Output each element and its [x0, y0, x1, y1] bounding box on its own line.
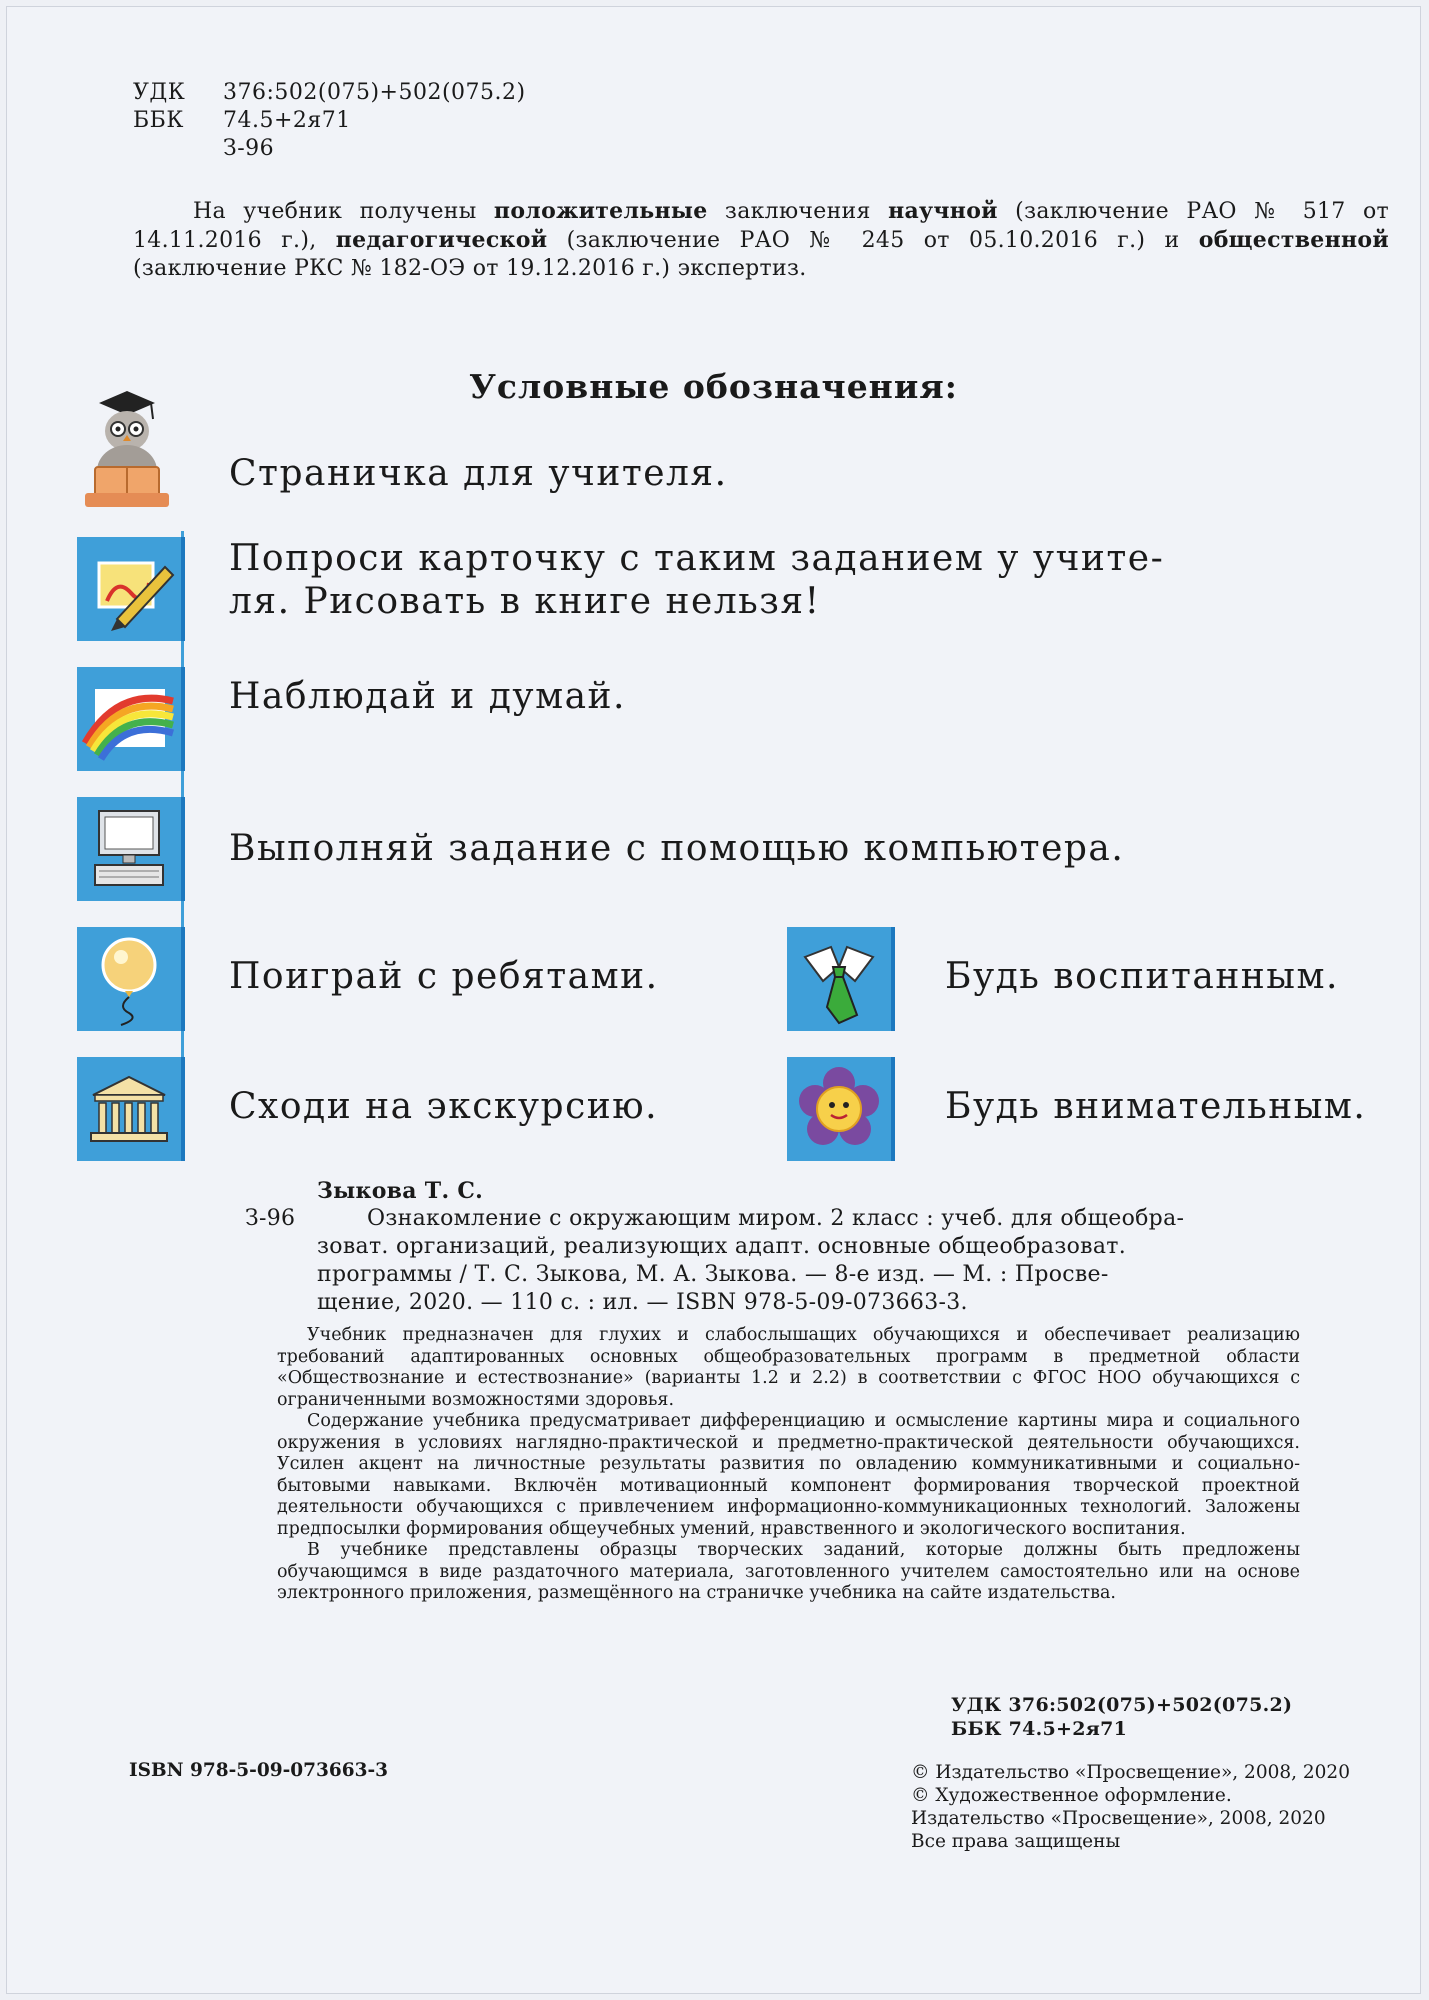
catalog-author: Зыкова Т. С. — [317, 1178, 484, 1204]
catalog-code: З-96 — [245, 1206, 296, 1231]
observe-tile — [77, 667, 185, 771]
review-bold: общественной — [1198, 227, 1389, 253]
legend-card-task-line2: ля. Рисовать в книге нельзя! — [229, 581, 821, 622]
bbk-value: 74.5+2я71 — [223, 108, 351, 133]
catalog-line2: зоват. организаций, реализующих адапт. основные общеобразоват. — [317, 1234, 1127, 1259]
computer-tile — [77, 797, 185, 901]
catalog-line1: Ознакомление с окружающим миром. 2 класс : учеб. для общеобра- — [367, 1206, 1185, 1231]
teacher-owl-icon — [79, 385, 175, 511]
review-text: (заключение РАО № 245 от 05.10.2016 г.) и — [547, 228, 1199, 253]
legend-title: Условные обозначения: — [469, 367, 958, 406]
legend-attentive: Будь внимательным. — [945, 1086, 1367, 1127]
annotation-paragraph: Содержание учебника предусматривает дифференциацию и осмысление картины мира и социального окружения в условиях наглядно-практической и предметно-практической деятельности обучающихся. Усилен акцент на личностные результаты развития по овладению коммуникативными и социально-бытовыми навыками. Включён мотивационный компонент формирования творческой проектной деятельности обучающихся с привлечением информационно-коммуникационных технологий. Заложены предпосылки формирования общеучебных умений, нравственного и экологического воспитания. — [277, 1411, 1300, 1539]
classification-codes — [133, 79, 526, 163]
balloon-icon — [77, 927, 181, 1031]
attentive-tile — [787, 1057, 895, 1161]
catalog-annotation — [277, 1325, 1300, 1605]
legend-teacher-page: Страничка для учителя. — [229, 453, 728, 494]
pencil-drawing-icon — [77, 537, 181, 641]
polite-tile — [787, 927, 895, 1031]
legend-card-task-line1: Попроси карточку с таким заданием у учите- — [229, 538, 1165, 579]
review-paragraph — [133, 197, 1389, 283]
udk-label: УДК — [133, 80, 186, 105]
flower-face-icon — [787, 1057, 891, 1161]
museum-icon — [77, 1057, 181, 1161]
rights-reserved: Все права защищены — [911, 1831, 1121, 1852]
review-bold: положительные — [493, 198, 708, 224]
catalog-line3: программы / Т. С. Зыкова, М. А. Зыкова. — 8-е изд. — М. : Просве- — [317, 1262, 1109, 1287]
book-page — [6, 6, 1421, 1994]
review-bold: научной — [888, 198, 998, 224]
review-text: (заключение РКС № 182-ОЭ от 19.12.2016 г.) экспертиз. — [133, 256, 807, 281]
udk-value: 376:502(075)+502(075.2) — [223, 80, 526, 105]
author-code: З-96 — [223, 136, 275, 161]
legend-computer: Выполняй задание с помощью компьютера. — [229, 828, 1125, 869]
review-text: заключения — [707, 199, 889, 224]
copyright-publisher: © Издательство «Просвещение», 2008, 2020 — [911, 1762, 1350, 1783]
catalog-udk: УДК 376:502(075)+502(075.2) — [951, 1694, 1293, 1716]
necktie-icon — [787, 927, 891, 1031]
annotation-paragraph: В учебнике представлены образцы творческих заданий, которые должны быть предложены обучающимся в виде раздаточного материала, заготовленного учителем самостоятельно или на основе электронного приложения, размещённого на страничке учебника на сайте издательства. — [277, 1540, 1300, 1603]
computer-icon — [77, 797, 181, 901]
excursion-tile — [77, 1057, 185, 1161]
catalog-bbk: ББК 74.5+2я71 — [951, 1718, 1128, 1740]
isbn: ISBN 978-5-09-073663-3 — [129, 1760, 389, 1781]
bbk-label: ББК — [133, 108, 184, 133]
legend-polite: Будь воспитанным. — [945, 956, 1339, 997]
copyright-design: © Художественное оформление. — [911, 1785, 1232, 1806]
review-bold: педагогической — [335, 227, 548, 253]
card-task-tile — [77, 537, 185, 641]
legend-play: Поиграй с ребятами. — [229, 956, 659, 997]
rainbow-icon — [77, 667, 181, 771]
catalog-line4: щение, 2020. — 110 с. : ил. — ISBN 978-5-09-073663-3. — [317, 1290, 968, 1315]
review-text: На учебник получены — [193, 199, 494, 224]
copyright-design-publisher: Издательство «Просвещение», 2008, 2020 — [911, 1808, 1326, 1829]
play-tile — [77, 927, 185, 1031]
legend-excursion: Сходи на экскурсию. — [229, 1086, 659, 1127]
legend-observe: Наблюдай и думай. — [229, 676, 626, 717]
review-text: (заключение РАО № 517 от 14.11.2016 г.), — [133, 199, 1389, 253]
annotation-paragraph: Учебник предназначен для глухих и слабослышащих обучающихся и обеспечивает реализацию требований адаптированных основных общеобразовательных программ в предметной области «Обществознание и естествознание» (варианты 1.2 и 2.2) в соответствии с ФГОС НОО обучающихся с ограниченными возможностями здоровья. — [277, 1325, 1300, 1410]
